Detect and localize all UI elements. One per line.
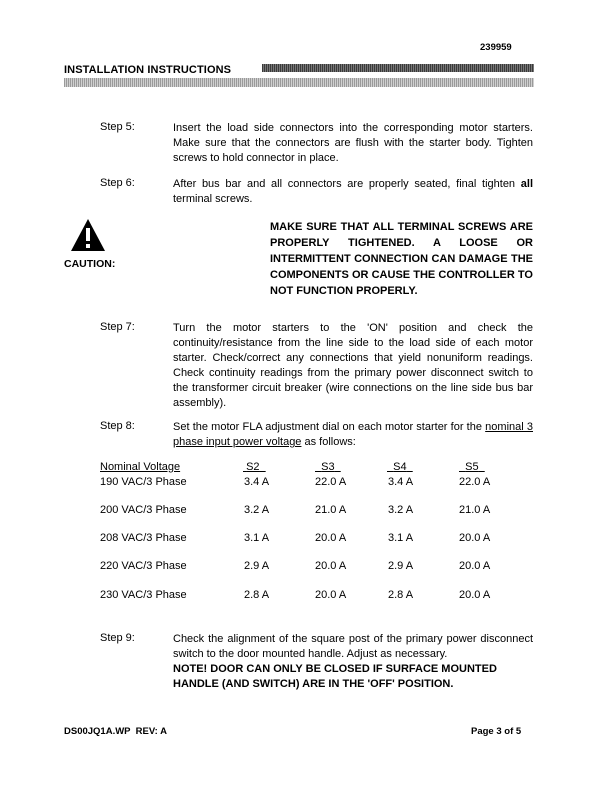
table-cell-s3: 20.0 A — [315, 560, 347, 572]
table-cell-s5: 22.0 A — [459, 476, 491, 488]
table-cell-s2: 2.9 A — [244, 560, 270, 572]
header-bar-dark — [262, 64, 534, 72]
step-8-text-start: Set the motor FLA adjustment dial on each motor starter for the — [173, 421, 486, 433]
table-cell-s4: 3.1 A — [388, 532, 414, 544]
doc-number: 239959 — [480, 42, 512, 53]
step-9-text: Check the alignment of the square post of the primary power disconnect switch to the door mounted handle. Adjust as necessary. — [173, 633, 533, 660]
table-cell-s5: 20.0 A — [459, 589, 491, 601]
header-s3: S3 — [321, 461, 335, 473]
step-9-label: Step 9: — [100, 632, 135, 644]
step-6-text-start: After bus bar and all connectors are properly seated, final tighten — [173, 178, 521, 190]
table-cell-voltage: 208 VAC/3 Phase — [100, 532, 187, 544]
table-cell-s5: 20.0 A — [459, 532, 491, 544]
step-9-note: NOTE! DOOR CAN ONLY BE CLOSED IF SURFACE MOUNTED HANDLE (AND SWITCH) ARE IN THE 'OFF' POSITION. — [173, 663, 497, 690]
table-cell-s2: 3.2 A — [244, 504, 270, 516]
table-cell-s3: 20.0 A — [315, 532, 347, 544]
step-5-label: Step 5: — [100, 121, 135, 133]
step-6-label: Step 6: — [100, 177, 135, 189]
step-5-text: Insert the load side connectors into the corresponding motor starters. Make sure that the connectors are flush with the starter body. Tighten screws to hold connector in place. — [173, 122, 533, 164]
step-9-body — [173, 632, 533, 692]
table-cell-voltage: 190 VAC/3 Phase — [100, 476, 187, 488]
header-s2: S2 — [246, 461, 260, 473]
table-cell-s4: 2.8 A — [388, 589, 414, 601]
header-s5: S5 — [465, 461, 479, 473]
header-s4: S4 — [393, 461, 407, 473]
footer-document-id: DS00JQ1A.WP REV: A — [64, 726, 167, 737]
step-8-text-end: as follows: — [301, 436, 356, 448]
step-7-label: Step 7: — [100, 321, 135, 333]
table-cell-s3: 22.0 A — [315, 476, 347, 488]
step-6-text-bold: all — [520, 178, 533, 190]
table-cell-voltage: 230 VAC/3 Phase — [100, 589, 187, 601]
step-8-text-underlined: nominal 3 phase input power voltage — [173, 421, 533, 448]
header-bar-light — [64, 78, 534, 87]
step-7-text: Turn the motor starters to the 'ON' position and check the continuity/resistance from the line side to the load side of each motor starter. Check/correct any connections that yield nonuniform readings. Check continuity readings from the primary power disconnect switch to the transformer circuit breaker (wire connections on the line side bus bar assembly). — [173, 322, 533, 409]
caution-triangle-icon — [70, 218, 106, 252]
table-cell-s3: 21.0 A — [315, 504, 347, 516]
table-cell-voltage: 220 VAC/3 Phase — [100, 560, 187, 572]
table-cell-s2: 3.4 A — [244, 476, 270, 488]
header-nominal-voltage: Nominal Voltage — [100, 461, 181, 473]
table-cell-s5: 21.0 A — [459, 504, 491, 516]
step-6-text-end: terminal screws. — [173, 193, 253, 205]
step-8-label: Step 8: — [100, 420, 135, 432]
table-cell-s3: 20.0 A — [315, 589, 347, 601]
step-8-text — [173, 420, 533, 450]
table-cell-s4: 3.4 A — [388, 476, 414, 488]
caution-label: CAUTION: — [64, 258, 116, 270]
table-cell-s4: 3.2 A — [388, 504, 414, 516]
table-cell-s2: 3.1 A — [244, 532, 270, 544]
table-cell-s5: 20.0 A — [459, 560, 491, 572]
caution-warning-text: MAKE SURE THAT ALL TERMINAL SCREWS ARE PROPERLY TIGHTENED. A LOOSE OR INTERMITTENT CONNECTION CAN DAMAGE THE COMPONENTS OR CAUSE THE CONTROLLER TO NOT FUNCTION PROPERLY. — [270, 221, 533, 297]
header-title: INSTALLATION INSTRUCTIONS — [64, 64, 232, 76]
step-6-text — [173, 177, 533, 207]
table-cell-s2: 2.8 A — [244, 589, 270, 601]
footer-page-number: Page 3 of 5 — [471, 726, 522, 737]
table-cell-voltage: 200 VAC/3 Phase — [100, 504, 187, 516]
table-cell-s4: 2.9 A — [388, 560, 414, 572]
